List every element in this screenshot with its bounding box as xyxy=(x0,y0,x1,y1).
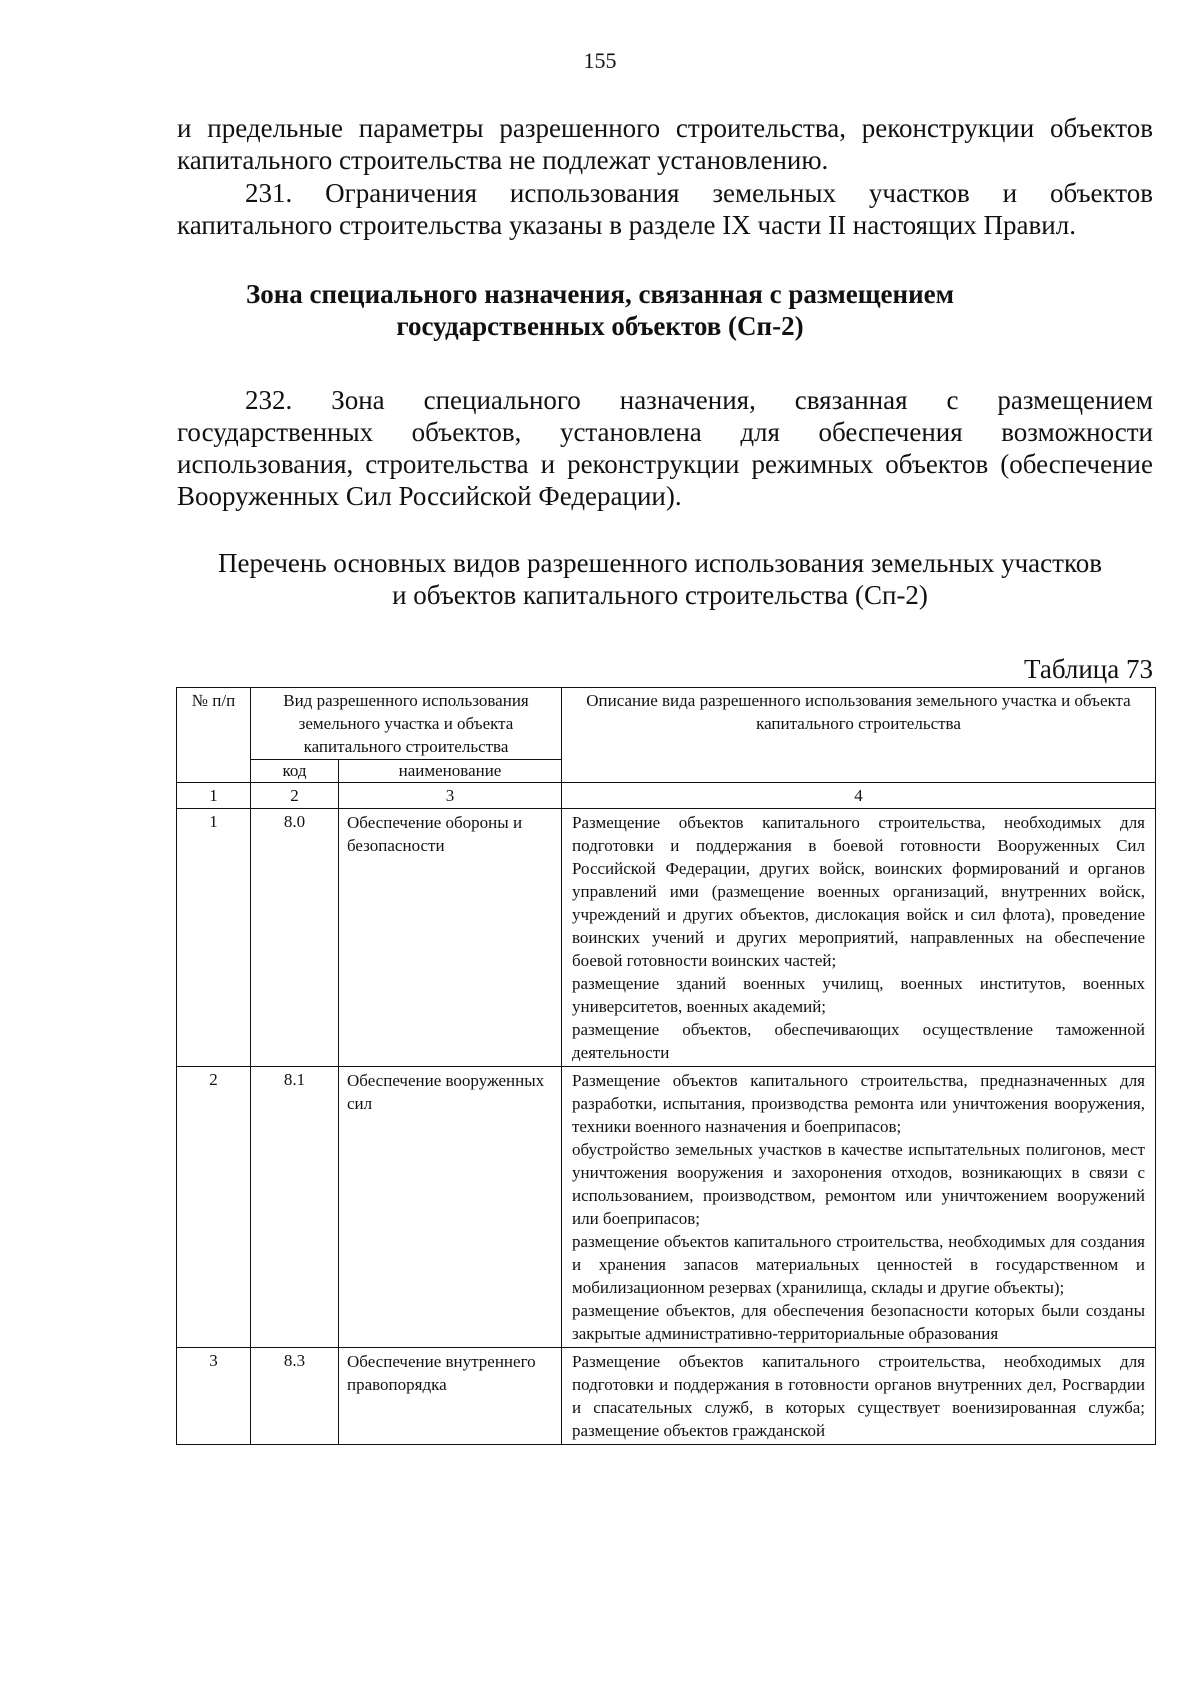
description-part: размещение объектов, для обеспечения безопасности которых были созданы закрытые административно-территориальные образования xyxy=(572,1301,1145,1343)
column-number: 4 xyxy=(562,783,1156,809)
description-part: размещение объектов, обеспечивающих осуществление таможенной деятельности xyxy=(572,1020,1145,1062)
row-name: Обеспечение обороны и безопасности xyxy=(339,809,562,1067)
paragraph-232: 232. Зона специального назначения, связанная с размещением государственных объектов, установлена для обеспечения возможности использования, строительства и реконструкции режимных объектов (обеспечение Вооруженных Сил Российской Федерации). xyxy=(177,385,1153,511)
table-caption: Таблица 73 xyxy=(1024,654,1153,684)
description-part: обустройство земельных участков в качестве испытательных полигонов, мест уничтожения вооружения и захоронения отходов, возникающих в связи с использованием, производством, ремонтом или уничтожением вооружений или боеприпасов; xyxy=(572,1140,1145,1228)
column-number: 1 xyxy=(177,783,251,809)
header-code: код xyxy=(251,760,339,783)
zone-title xyxy=(0,278,1200,342)
header-name: наименование xyxy=(339,760,562,783)
list-title-line-1: Перечень основных видов разрешенного использования земельных участков xyxy=(218,548,1102,578)
row-description xyxy=(562,809,1156,1067)
table-row xyxy=(177,809,1156,1067)
description-part: Размещение объектов капитального строительства, предназначенных для разработки, испытания, производства ремонта или уничтожения вооружения, техники военного назначения и боеприпасов; xyxy=(572,1071,1145,1136)
row-description xyxy=(562,1067,1156,1348)
description-part: размещение зданий военных училищ, военных институтов, военных университетов, военных академий; xyxy=(572,974,1145,1016)
row-code: 8.0 xyxy=(251,809,339,1067)
row-name: Обеспечение внутреннего правопорядка xyxy=(339,1348,562,1445)
row-code: 8.1 xyxy=(251,1067,339,1348)
description-part: Размещение объектов капитального строительства, необходимых для подготовки и поддержания в готовности органов внутренних дел, Росгвардии и спасательных служб, в которых существует военизированная служба; размещение объектов гражданской xyxy=(572,1352,1145,1440)
column-number: 3 xyxy=(339,783,562,809)
zone-title-line-2: государственных объектов (Сп-2) xyxy=(396,311,804,341)
column-number: 2 xyxy=(251,783,339,809)
row-num: 2 xyxy=(177,1067,251,1348)
table-row xyxy=(177,1348,1156,1445)
table-row xyxy=(177,1067,1156,1348)
paragraph-intro: и предельные параметры разрешенного строительства, реконструкции объектов капитального строительства не подлежат установлению. xyxy=(177,113,1153,175)
description-part: размещение объектов капитального строительства, необходимых для создания и хранения запасов материальных ценностей в государственном и мобилизационном резервах (хранилища, склады и другие объекты); xyxy=(572,1232,1145,1297)
page-number: 155 xyxy=(583,48,617,73)
row-num: 3 xyxy=(177,1348,251,1445)
list-title xyxy=(0,547,1200,611)
row-description xyxy=(562,1348,1156,1445)
header-kind: Вид разрешенного использования земельного участка и объекта капитального строительства xyxy=(251,688,562,760)
row-name: Обеспечение вооруженных сил xyxy=(339,1067,562,1348)
header-num: № п/п xyxy=(177,688,251,783)
header-desc: Описание вида разрешенного использования земельного участка и объекта капитального строительства xyxy=(562,688,1156,783)
zone-title-line-1: Зона специального назначения, связанная с размещением xyxy=(245,279,955,309)
column-number-row xyxy=(177,783,1156,809)
description-part: Размещение объектов капитального строительства, необходимых для подготовки и поддержания в боевой готовности Вооруженных Сил Российской Федерации, других войск, воинских формирований и органов управлений ими (размещение военных организаций, внутренних войск, учреждений и других объектов, дислокация войск и сил флота), проведение воинских учений и других мероприятий, направленных на обеспечение боевой готовности воинских частей; xyxy=(572,813,1145,970)
table-header-row xyxy=(177,688,1156,760)
row-num: 1 xyxy=(177,809,251,1067)
list-title-line-2: и объектов капитального строительства (Сп-2) xyxy=(392,580,928,610)
row-code: 8.3 xyxy=(251,1348,339,1445)
paragraph-231: 231. Ограничения использования земельных участков и объектов капитального строительства указаны в разделе IX части II настоящих Правил. xyxy=(177,178,1153,240)
land-use-table xyxy=(176,687,1156,1445)
